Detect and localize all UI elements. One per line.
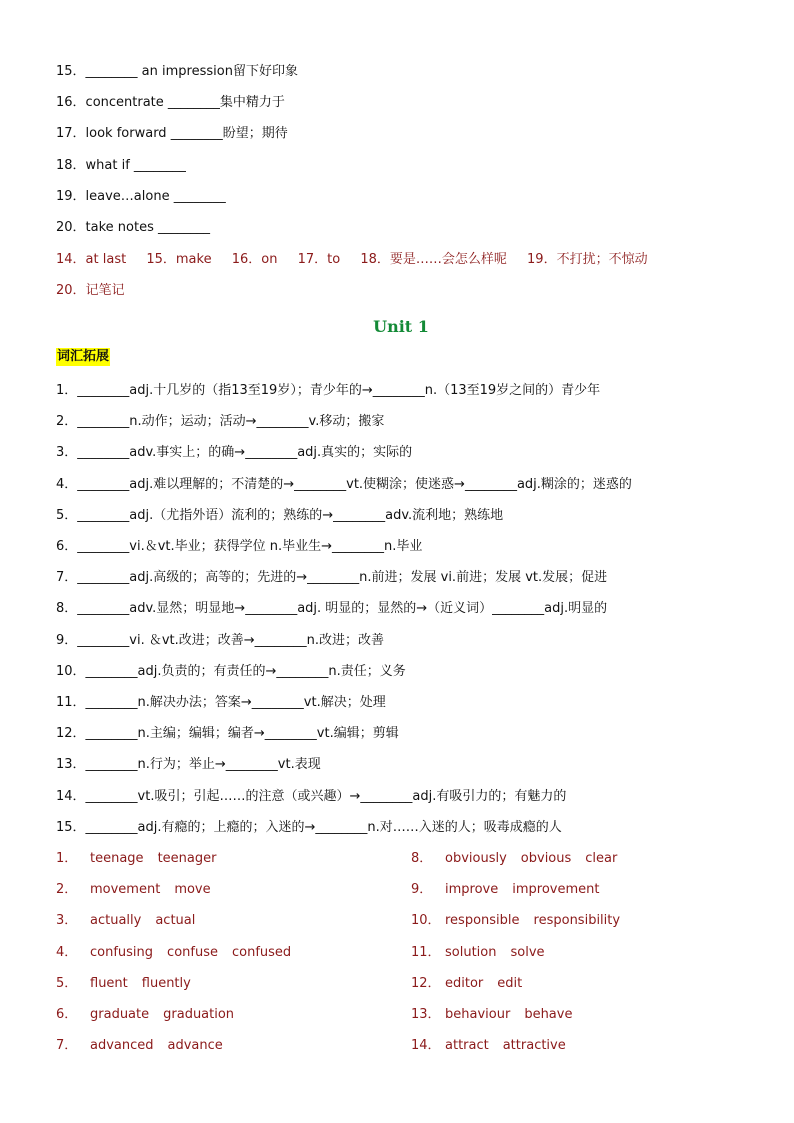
phrase-item: 19．leave…alone ________ (56, 189, 226, 204)
answer-number: 5． (56, 976, 78, 991)
answer-word: responsibility (533, 913, 621, 928)
vocab-item: 11．________n.解决办法；答案→________vt.解决；处理 (56, 695, 386, 710)
answer-word: graduation (163, 1007, 235, 1022)
answer-word: teenager (157, 851, 217, 866)
answer-number: 2． (56, 882, 78, 897)
vocab-answer-row (56, 880, 211, 900)
vocab-item: 15．________adj.有瘾的；上瘾的；入迷的→________n.对……入迷的人；吸毒成瘾的人 (56, 820, 562, 835)
vocab-answer-row (411, 880, 599, 900)
answer-word: editor (445, 976, 484, 991)
answer-word: confuse (167, 945, 218, 960)
answer-word: actual (155, 913, 196, 928)
answer-number: 8． (411, 851, 433, 866)
answer-word: move (174, 882, 211, 897)
answer-word: movement (90, 882, 161, 897)
answer-number: 10． (411, 913, 441, 928)
phrase-item: 20．take notes ________ (56, 220, 210, 235)
vocab-answer-row (411, 943, 545, 963)
phrase-answer: 16．on (231, 252, 278, 267)
answer-number: 11． (411, 945, 441, 960)
answer-number: 9． (411, 882, 433, 897)
answer-number: 13． (411, 1007, 441, 1022)
vocab-answer-row (56, 943, 291, 963)
vocab-item: 13．________n.行为；举止→________vt.表现 (56, 757, 321, 772)
answer-word: behaviour (445, 1007, 511, 1022)
answer-word: teenage (90, 851, 144, 866)
vocab-item: 4．________adj.难以理解的；不清楚的→________vt.使糊涂；使迷惑→________adj.糊涂的；迷惑的 (56, 477, 632, 492)
answer-word: behave (524, 1007, 573, 1022)
answer-word: actually (90, 913, 142, 928)
phrase-answer: 17．to (297, 252, 341, 267)
phrase-item: 15．________ an impression留下好印象 (56, 64, 298, 79)
vocab-item: 7．________adj.高级的；高等的；先进的→________n.前进；发展 vi.前进；发展 vt.发展；促进 (56, 570, 608, 585)
answer-word: improvement (512, 882, 600, 897)
answer-number: 14． (411, 1038, 441, 1053)
vocab-answer-row (411, 1005, 572, 1025)
answer-word: improve (445, 882, 499, 897)
vocab-answer-row (411, 974, 522, 994)
answer-word: solve (510, 945, 545, 960)
vocab-item: 6．________vi.＆vt.毕业；获得学位 n.毕业生→________n.毕业 (56, 539, 423, 554)
answer-number: 6． (56, 1007, 78, 1022)
answer-word: confusing (90, 945, 154, 960)
answer-number: 1． (56, 851, 78, 866)
vocab-item: 10．________adj.负责的；有责任的→________n.责任；义务 (56, 664, 406, 679)
vocab-answer-row (411, 849, 617, 869)
vocab-item: 1．________adj.十几岁的（指13至19岁）；青少年的→________n.（13至19岁之间的）青少年 (56, 383, 601, 398)
answer-word: clear (585, 851, 618, 866)
phrase-answer: 18．要是……会怎么样呢 (360, 252, 507, 267)
phrase-answer-line (56, 250, 648, 270)
vocab-item: 5．________adj.（尤指外语）流利的；熟练的→________adv.流利地；熟练地 (56, 508, 504, 523)
phrase-answer: 20．记笔记 (56, 283, 125, 298)
vocab-item: 12．________n.主编；编辑；编者→________vt.编辑；剪辑 (56, 726, 399, 741)
answer-word: solution (445, 945, 497, 960)
vocab-item: 3．________adv.事实上；的确→________adj.真实的；实际的 (56, 445, 413, 460)
phrase-answer: 14．at last (56, 252, 127, 267)
answer-word: graduate (90, 1007, 150, 1022)
answer-number: 12． (411, 976, 441, 991)
answer-word: obviously (445, 851, 507, 866)
vocab-item: 2．________n.动作；运动；活动→________v.移动；搬家 (56, 414, 385, 429)
phrase-item: 16．concentrate ________集中精力于 (56, 95, 285, 110)
vocab-answer-row (56, 849, 216, 869)
section-tag: 词汇拓展 (57, 349, 110, 364)
vocab-answer-row (56, 974, 191, 994)
answer-word: advanced (90, 1038, 154, 1053)
vocab-item: 14．________vt.吸引；引起……的注意（或兴趣）→________adj.有吸引力的；有魅力的 (56, 789, 567, 804)
answer-word: attractive (502, 1038, 566, 1053)
unit-title: Unit 1 (373, 317, 429, 336)
vocab-item: 8．________adv.显然；明显地→________adj. 明显的；显然的→（近义词）________adj.明显的 (56, 601, 608, 616)
phrase-answer: 15．make (146, 252, 212, 267)
answer-number: 7． (56, 1038, 78, 1053)
phrase-answer: 19．不打扰；不惊动 (527, 252, 648, 267)
vocab-answer-row (411, 1036, 566, 1056)
vocab-item: 9．________vi. ＆vt.改进；改善→________n.改进；改善 (56, 633, 385, 648)
phrase-item: 17．look forward ________盼望；期待 (56, 126, 288, 141)
vocab-answer-row (411, 911, 620, 931)
vocab-answer-row (56, 1036, 223, 1056)
answer-word: fluent (90, 976, 128, 991)
answer-word: confused (231, 945, 292, 960)
vocab-answer-row (56, 911, 195, 931)
answer-word: obvious (520, 851, 572, 866)
phrase-item: 18．what if ________ (56, 158, 186, 173)
answer-number: 4． (56, 945, 78, 960)
answer-word: edit (497, 976, 523, 991)
answer-word: advance (167, 1038, 223, 1053)
answer-word: responsible (445, 913, 520, 928)
vocab-answer-row (56, 1005, 234, 1025)
answer-word: fluently (141, 976, 191, 991)
answer-word: attract (445, 1038, 489, 1053)
answer-number: 3． (56, 913, 78, 928)
